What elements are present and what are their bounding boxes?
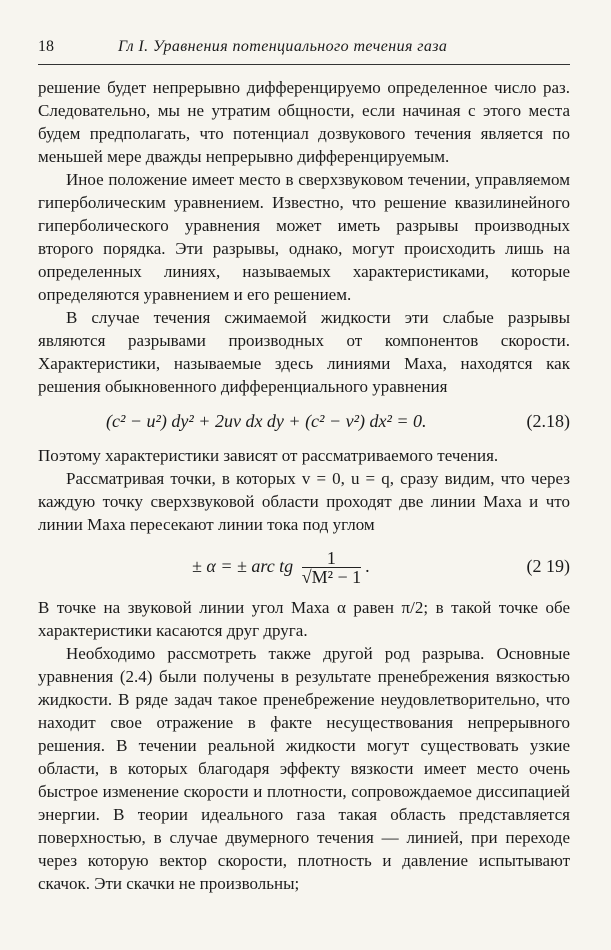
- paragraph-1: решение будет непрерывно дифференцируемо определенное число раз. Следовательно, мы не утратим общности, если начиная с этого места будем предполагать, что потенциал дозвукового течения является по меньшей мере дважды непрерывно дифференцируемым.: [38, 78, 570, 166]
- equation-2-19: [38, 536, 570, 596]
- page-number: 18: [38, 38, 54, 55]
- equation-2-19-lhs: ± α = ± arc tg: [192, 556, 294, 576]
- equation-2-19-body: [192, 536, 370, 596]
- paragraph-4: Поэтому характеристики зависят от рассматриваемого течения.: [38, 446, 499, 465]
- paragraph-6: В точке на звуковой линии угол Маха α равен π/2; в такой точке обе характеристики касаются друг друга.: [38, 598, 570, 640]
- paragraph-3: В случае течения сжимаемой жидкости эти слабые разрывы являются разрывами производных от компонентов скорости. Характеристики, называемые здесь линиями Маха, находятся как решения обыкновенного дифференциального уравнения: [38, 308, 570, 396]
- fraction-numerator: 1: [302, 549, 361, 568]
- paragraph-2: Иное положение имеет место в сверхзвуковом течении, управляемом гиперболическим уравнением. Известно, что решение квазилинейного гиперболического уравнения может иметь разрывы производных второго порядка. Эти разрывы, однако, могут происходить лишь на определенных линиях, называемых характеристиками, которые определяются уравнением и его решением.: [38, 170, 570, 304]
- equation-2-18-number: (2.18): [526, 411, 570, 431]
- equation-2-18: [38, 398, 570, 444]
- page-body: [38, 76, 570, 895]
- running-title: Гл I. Уравнения потенциального течения газа: [118, 38, 448, 55]
- paragraph-5: Рассматривая точки, в которых v = 0, u = q, сразу видим, что через каждую точку сверхзвуковой области проходят две линии Маха и что линии Маха пересекают линии тока под углом: [38, 469, 570, 534]
- paragraph-7: Необходимо рассмотреть также другой род разрыва. Основные уравнения (2.4) были получены в результате пренебрежения вязкостью жидкости. В ряде задач такое пренебрежение неудовлетворительно, что находит свое отражение в факте несуществования непрерывного решения. В течении реальной жидкости могут существовать узкие области, в которых благодаря эффекту вязкости имеет место очень быстрое изменение скорости и плотности, сопровождаемое диссипацией энергии. В теории идеального газа такая область представляется поверхностью, в случае двумерного течения — линией, при переходе через которую вектор скорости, плотность и давление испытывают скачок. Эти скачки не произвольны;: [38, 644, 570, 893]
- fraction-denominator: √M² − 1: [301, 567, 362, 588]
- equation-2-19-number: (2 19): [526, 556, 570, 576]
- equation-2-19-tail: .: [365, 556, 370, 576]
- page-header: [38, 38, 570, 65]
- equation-2-19-fraction: [302, 549, 361, 586]
- equation-2-18-body: (c² − u²) dy² + 2uv dx dy + (c² − v²) dx² = 0.: [106, 411, 427, 431]
